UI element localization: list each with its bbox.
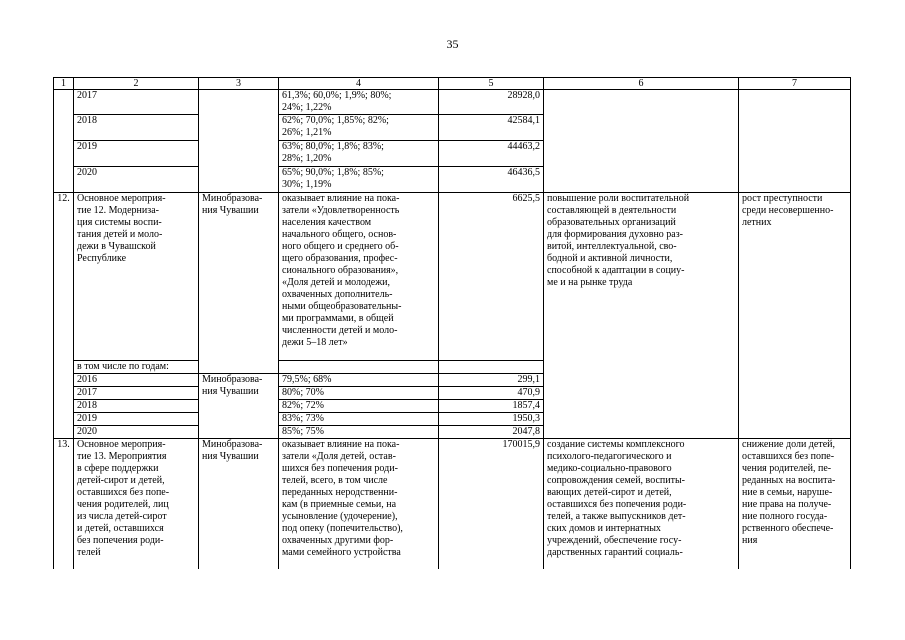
executor-cell: Минобразова- ния Чувашии <box>199 439 279 569</box>
executor-cell: Минобразова- ния Чувашии <box>199 374 279 439</box>
amount-cell: 170015,9 <box>439 439 544 569</box>
amount-cell: 1857,4 <box>439 400 544 413</box>
table-row <box>54 90 851 115</box>
year-cell: 2018 <box>74 400 199 413</box>
row-number <box>54 90 74 193</box>
column-number: 6 <box>544 78 739 90</box>
event-12-row <box>54 193 851 361</box>
indicators-cell: оказывает влияние на пока- затели «Доля детей, остав- шихся без попечения роди- телей, всего, в том числе переданных неродственни- кам (в приемные семьи, на усыновление (удочерение), под опеку (попечительство), охваченных другими фор- мами семейного устройства <box>279 439 439 569</box>
executor-cell <box>199 90 279 193</box>
indicators-cell: 61,3%; 60,0%; 1,9%; 80%; 24%; 1,22% <box>279 90 439 115</box>
column-number: 1 <box>54 78 74 90</box>
year-cell: 2016 <box>74 374 199 387</box>
result-cell <box>544 90 739 193</box>
event-name-cell: Основное мероприя- тие 12. Модерниза- ция системы воспи- тания детей и моло- дежи в Чувашской Республике <box>74 193 199 361</box>
indicators-cell: 80%; 70% <box>279 387 439 400</box>
amount-cell: 299,1 <box>439 374 544 387</box>
result-cell: создание системы комплексного психолого-педагогического и медико-социально-правового сопровождения семей, воспиты- вающих детей-сирот и детей, оставшихся без попечения роди- телей, а также выпускников дет- ских домов и интернатных учреждений, обеспечение госу- дарственных гарантий социаль- <box>544 439 739 569</box>
indicators-cell: 79,5%; 68% <box>279 374 439 387</box>
amount-cell: 2047,8 <box>439 426 544 439</box>
column-number: 4 <box>279 78 439 90</box>
indicators-cell: оказывает влияние на пока- затели «Удовлетворенность населения качеством начального общего, основ- ного общего и среднего об- щего образования, профес- сионального образования», «Доля детей и молодежи, охваченных дополнитель- ными общеобразовательны- ми программами, в общей численности детей и моло- дежи 5–18 лет» <box>279 193 439 361</box>
amount-cell: 1950,3 <box>439 413 544 426</box>
program-table <box>53 77 851 569</box>
column-number: 7 <box>739 78 851 90</box>
page-number: 35 <box>446 37 459 51</box>
column-number: 5 <box>439 78 544 90</box>
executor-cell: Минобразова- ния Чувашии <box>199 193 279 374</box>
year-cell: 2020 <box>74 426 199 439</box>
year-cell: 2019 <box>74 413 199 426</box>
amount-cell: 42584,1 <box>439 115 544 141</box>
column-number: 3 <box>199 78 279 90</box>
event-name-cell: Основное мероприя- тие 13. Мероприятия в сфере поддержки детей-сирот и детей, оставшихся без попе- чения родителей, лиц из числа детей-сирот и детей, оставшихся без попечения роди- телей <box>74 439 199 569</box>
risk-cell <box>739 90 851 193</box>
amount-cell: 470,9 <box>439 387 544 400</box>
year-cell: 2019 <box>74 141 199 167</box>
column-number: 2 <box>74 78 199 90</box>
indicators-cell: 85%; 75% <box>279 426 439 439</box>
indicators-cell: 82%; 72% <box>279 400 439 413</box>
year-cell: 2017 <box>74 90 199 115</box>
row-number: 12. <box>54 193 74 439</box>
amount-cell: 28928,0 <box>439 90 544 115</box>
amount-cell: 46436,5 <box>439 167 544 193</box>
amount-cell: 6625,5 <box>439 193 544 361</box>
amount-cell <box>439 361 544 374</box>
risk-cell: рост преступности среди несовершенно- летних <box>739 193 851 439</box>
by-years-label: в том числе по годам: <box>74 361 199 374</box>
amount-cell: 44463,2 <box>439 141 544 167</box>
year-cell: 2018 <box>74 115 199 141</box>
year-cell: 2020 <box>74 167 199 193</box>
result-cell: повышение роли воспитательной составляющей в деятельности образовательных организаций для формирования духовно раз- витой, интеллектуальной, сво- бодной и активной личности, способной к адаптации в социу- ме и на рынке труда <box>544 193 739 439</box>
indicators-cell: 63%; 80,0%; 1,8%; 83%; 28%; 1,20% <box>279 141 439 167</box>
column-numbers-row <box>54 78 851 90</box>
event-13-row <box>54 439 851 569</box>
year-cell: 2017 <box>74 387 199 400</box>
indicators-cell: 83%; 73% <box>279 413 439 426</box>
risk-cell: снижение доли детей, оставшихся без попе- чения родителей, пе- реданных на воспита- ние в семьи, наруше- ние права на получе- ние полного госуда- рственного обеспече- ния <box>739 439 851 569</box>
row-number: 13. <box>54 439 74 569</box>
indicators-cell: 65%; 90,0%; 1,8%; 85%; 30%; 1,19% <box>279 167 439 193</box>
indicators-cell: 62%; 70,0%; 1,85%; 82%; 26%; 1,21% <box>279 115 439 141</box>
indicators-cell <box>279 361 439 374</box>
